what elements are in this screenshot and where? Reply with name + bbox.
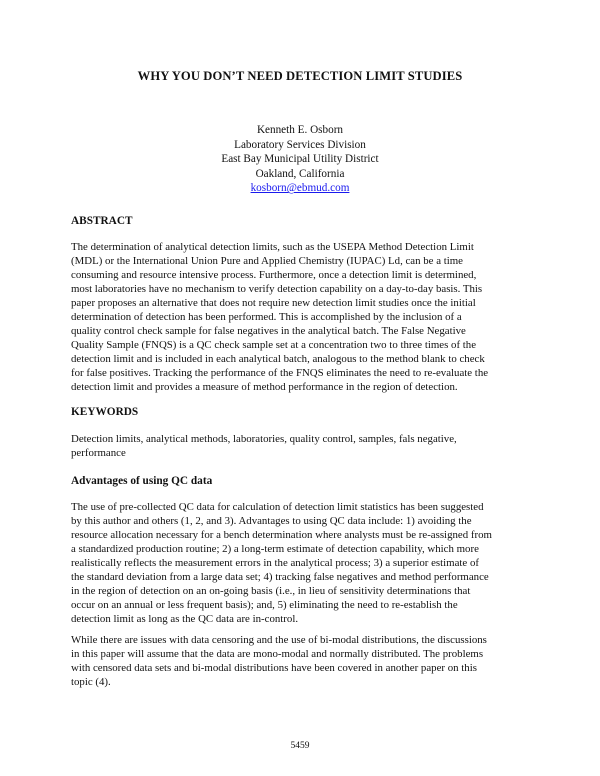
abstract-body (71, 240, 533, 395)
advantages-line: realistically reflects the measurement errors in the analytical process; 3) a superior estimate of (71, 557, 479, 570)
abstract-line: paper proposes an alternative that does not require new detection limit studies once the initial (71, 297, 476, 310)
abstract-line: consuming and resource intensive process. Furthermore, once a detection limit is determined, (71, 269, 477, 282)
abstract-line: quality control check sample for false negatives in the analytical batch. The False Negative (71, 325, 466, 338)
author-block (0, 123, 600, 196)
author-name: Kenneth E. Osborn (256, 124, 344, 136)
advantages-line: in the region of detection on an on-going basis (i.e., in lieu of sensitivity determinations that (71, 585, 471, 598)
author-email-link[interactable]: kosborn@ebmud.com (250, 182, 350, 195)
advantages-line: While there are issues with data censoring and the use of bi-modal distributions, the discussions (71, 634, 487, 646)
advantages-line: resource allocation necessary for a bench determination where analysts must be re-assigned from (71, 529, 492, 542)
abstract-heading: ABSTRACT (71, 215, 133, 227)
abstract-line: Quality Sample (FNQS) is a QC check sample set at a concentration two to three times of the (71, 339, 477, 352)
advantages-line: in this paper will assume that the data are mono-modal and normally distributed. The problems (71, 648, 484, 661)
abstract-line: (MDL) or the International Union Pure and Applied Chemistry (IUPAC) Ld, can be a time (71, 255, 463, 268)
advantages-line: topic (4). (71, 676, 111, 689)
keywords-line: performance (71, 447, 126, 460)
abstract-line: determination of detection has been performed. This is accomplished by the inclusion of a (71, 311, 462, 324)
abstract-line: for false positives. Tracking the performance of the FNQS eliminates the need to re-evaluate the (71, 367, 489, 380)
author-organization: East Bay Municipal Utility District (221, 153, 379, 166)
advantages-line: the standard deviation from a large data set; 4) tracking false negatives and method performance (71, 571, 489, 584)
advantages-line: by this author and others (1, 2, and 3). Advantages to using QC data include: 1) avoiding the (71, 515, 472, 528)
abstract-line: detection limit and provides a measure of method performance in the region of detection. (71, 381, 458, 394)
advantages-paragraph-1 (71, 500, 533, 626)
advantages-heading: Advantages of using QC data (71, 475, 213, 487)
abstract-line: The determination of analytical detection limits, such as the USEPA Method Detection Limit (71, 241, 474, 253)
keywords-body (71, 432, 533, 460)
keywords-heading: KEYWORDS (71, 406, 139, 418)
abstract-line: most laboratories have no mechanism to verify detection capability on a day-to-day basis. This (71, 283, 483, 296)
author-location: Oakland, California (255, 167, 345, 180)
keywords-line: Detection limits, analytical methods, laboratories, quality control, samples, fals negative, (71, 433, 457, 445)
advantages-line: a standardized production routine; 2) a long-term estimate of detection capability, which more (71, 543, 479, 556)
author-division: Laboratory Services Division (234, 138, 366, 151)
paper-title: WHY YOU DON’T NEED DETECTION LIMIT STUDIES (137, 69, 463, 83)
page-number: 5459 (290, 741, 310, 751)
advantages-line: with censored data sets and bi-modal distributions have been covered in another paper on this (71, 662, 477, 675)
advantages-line: The use of pre-collected QC data for calculation of detection limit statistics has been suggested (71, 501, 484, 513)
advantages-line: occur on an annual or less frequent basis); and, 5) eliminating the need to re-establish the (71, 599, 458, 612)
abstract-line: detection limit and is included in each analytical batch, analogous to the method blank to check (71, 353, 485, 366)
advantages-line: detection limit as long as the QC data are in-control. (71, 613, 299, 626)
advantages-paragraph-2 (71, 633, 533, 689)
